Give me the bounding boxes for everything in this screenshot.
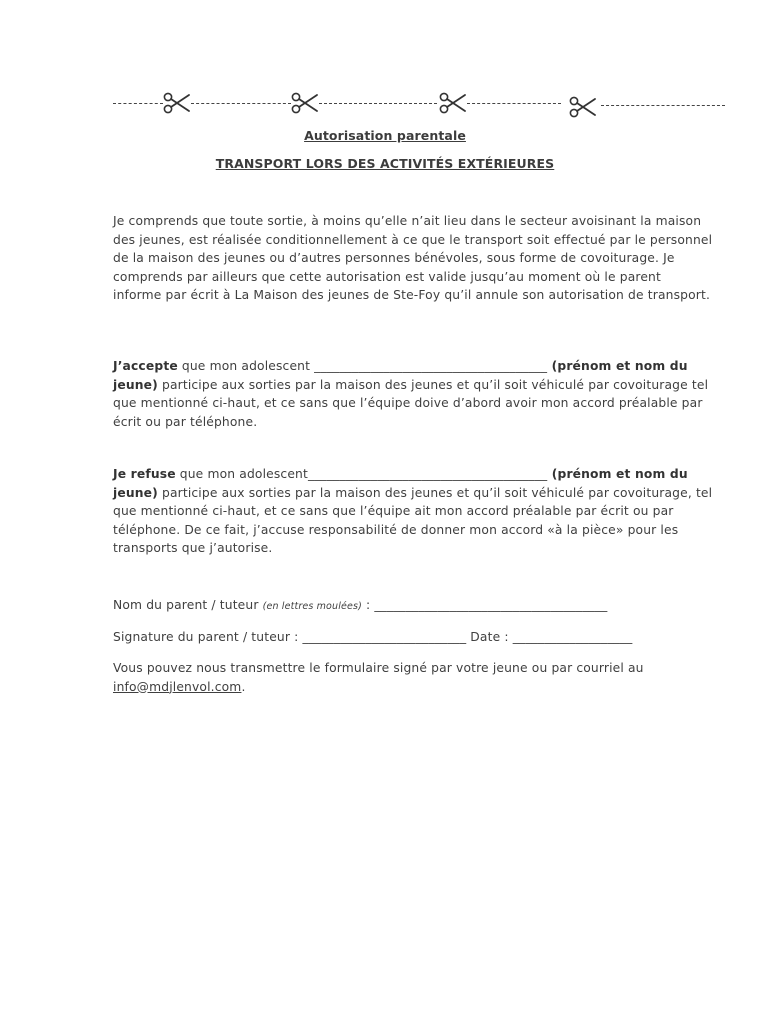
accept-text-after: participe aux sorties par la maison des jeunes et qu’il soit véhiculé par covoiturage tel que mentionné ci-haut, et ce sans que l’équipe doive d’abord avoir mon accord préalable par écrit ou par téléphone. — [113, 377, 709, 429]
refuse-name-blank[interactable]: ______________________________________ — [307, 467, 548, 481]
parent-name-blank[interactable]: _____________________________________ — [374, 598, 608, 612]
accept-text-before: que mon adolescent — [177, 359, 315, 373]
scissors-icon — [291, 90, 319, 116]
parent-name-label: Nom du parent / tuteur — [113, 598, 263, 612]
footer-end: . — [241, 679, 246, 694]
date-label: Date : — [466, 630, 513, 644]
footer-paragraph — [113, 659, 713, 696]
intro-paragraph: Je comprends que toute sortie, à moins qu’elle n’ait lieu dans le secteur avoisinant la maison des jeunes, est réalisée conditionnellement à ce que le transport soit effectué par le personnel de la maison des jeunes ou d’autres personnes bénévoles, sous forme de covoiturage. Je comprends par ailleurs que cette autorisation est valide jusqu’au moment où le parent informe par écrit à La Maison des jeunes de Ste-Foy qu’il annule son autorisation de transport. — [113, 214, 713, 303]
parent-name-line — [113, 596, 713, 617]
scissors-icon — [439, 90, 467, 116]
parent-name-colon: : — [361, 598, 375, 612]
accept-paragraph — [113, 357, 713, 431]
refuse-text-before: que mon adolescent — [175, 467, 308, 481]
signature-label: Signature du parent / tuteur : — [113, 630, 303, 644]
refuse-text-after: participe aux sorties par la maison des jeunes et qu’il soit véhiculé par covoiturage, tel que mentionné ci-haut, et ce sans que l’équipe ait mon accord préalable par écrit ou par téléphone. De ce fait, j’accuse responsabilité de donner mon accord «à la pièce» pour les transports que j’autorise. — [113, 485, 713, 556]
cut-line — [113, 88, 725, 118]
scissors-icon — [569, 94, 597, 120]
parent-name-hint: (en lettres moulées) — [262, 601, 362, 612]
cut-line-dash — [191, 103, 291, 104]
refuse-lead: Je refuse — [113, 467, 176, 481]
date-blank[interactable]: ___________________ — [512, 630, 633, 644]
refuse-paragraph — [113, 465, 713, 558]
scissors-icon — [163, 90, 191, 116]
refuse-blank-label: (prénom et nom du jeune) — [113, 467, 688, 500]
accept-name-blank[interactable]: _____________________________________ — [314, 359, 548, 373]
cut-line-dash — [319, 103, 437, 104]
cut-line-dash — [467, 103, 561, 104]
signature-line — [113, 628, 713, 647]
document-title: Autorisation parentale — [304, 128, 466, 143]
footer-text: Vous pouvez nous transmettre le formulaire signé par votre jeune ou par courriel au — [113, 661, 644, 675]
cut-line-dash — [113, 103, 163, 104]
signature-blank[interactable]: __________________________ — [302, 630, 467, 644]
cut-line-dash — [601, 105, 725, 106]
email-link[interactable]: info@mdjlenvol.com — [113, 679, 242, 694]
document-subtitle: TRANSPORT LORS DES ACTIVITÉS EXTÉRIEURES — [215, 156, 555, 171]
accept-lead: J’accepte — [113, 359, 178, 373]
accept-blank-label: (prénom et nom du jeune) — [113, 359, 688, 392]
